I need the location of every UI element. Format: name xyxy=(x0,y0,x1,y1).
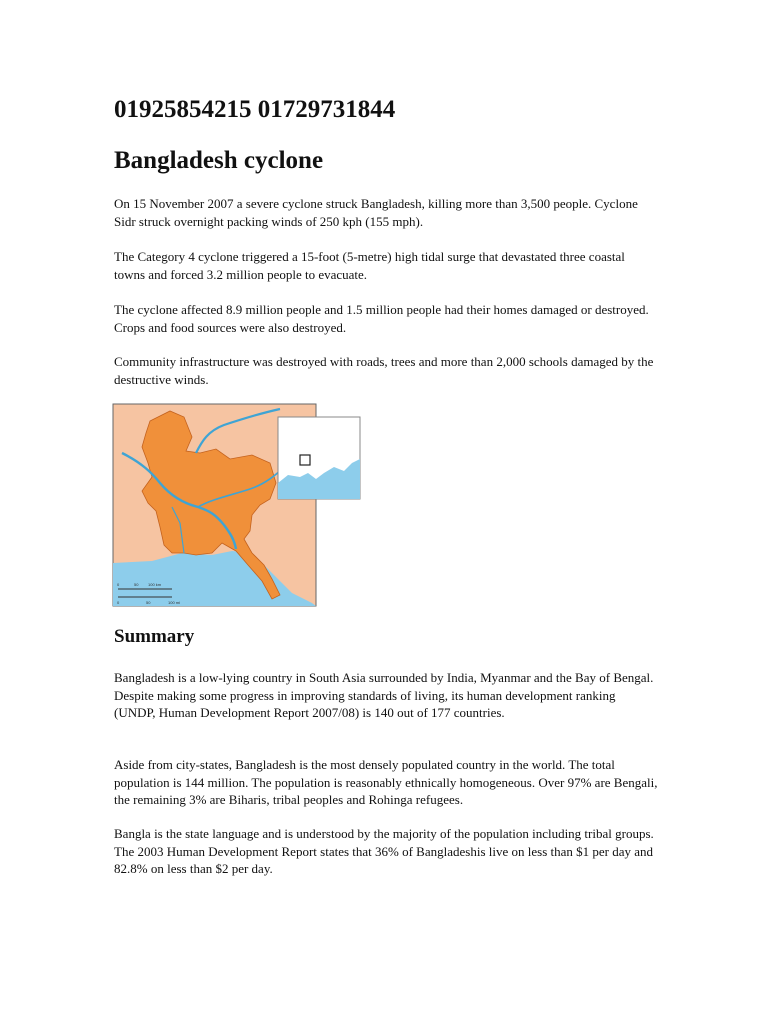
article-paragraph-2: The Category 4 cyclone triggered a 15-foot (5-metre) high tidal surge that devastated three coastal towns and forced 3.2 million people to evacuate. xyxy=(114,249,625,282)
article-paragraph-4: Community infrastructure was destroyed with roads, trees and more than 2,000 schools damaged by the destructive winds. xyxy=(114,354,654,387)
scale-mi-0: 0 xyxy=(117,600,120,605)
bangladesh-map xyxy=(112,403,362,608)
scale-mi-50: 50 xyxy=(146,600,151,605)
summary-heading: Summary xyxy=(114,626,195,647)
scale-km-50: 50 xyxy=(134,582,139,587)
article-title: Bangladesh cyclone xyxy=(114,147,324,174)
summary-paragraph-3: Bangla is the state language and is understood by the majority of the population including tribal groups. The 2003 Human Development Report states that 36% of Bangladeshis live on less than $1 per day and 82.8% on less than $2 per day. xyxy=(114,826,654,876)
summary-paragraph-2: Aside from city-states, Bangladesh is the most densely populated country in the world. The total population is 144 million. The population is reasonably ethnically homogeneous. Over 97% are Bengali, the remaining 3% are Biharis, tribal peoples and Rohinga refugees. xyxy=(114,757,658,807)
article-paragraph-3: The cyclone affected 8.9 million people and 1.5 million people had their homes damaged or destroyed. Crops and food sources were also destroyed. xyxy=(114,302,649,335)
scale-km-100: 100 km xyxy=(148,582,162,587)
scale-km-0: 0 xyxy=(117,582,120,587)
summary-paragraph-1: Bangladesh is a low-lying country in South Asia surrounded by India, Myanmar and the Bay of Bengal. Despite making some progress in improving standards of living, its human development ranking (UNDP, Human Development Report 2007/08) is 140 out of 177 countries. xyxy=(114,670,654,720)
scale-mi-100: 100 mi xyxy=(168,600,181,605)
article-paragraph-1: On 15 November 2007 a severe cyclone struck Bangladesh, killing more than 3,500 people. Cyclone Sidr struck overnight packing winds of 250 kph (155 mph). xyxy=(114,196,638,229)
phone-numbers-heading: 01925854215 01729731844 xyxy=(114,96,396,123)
